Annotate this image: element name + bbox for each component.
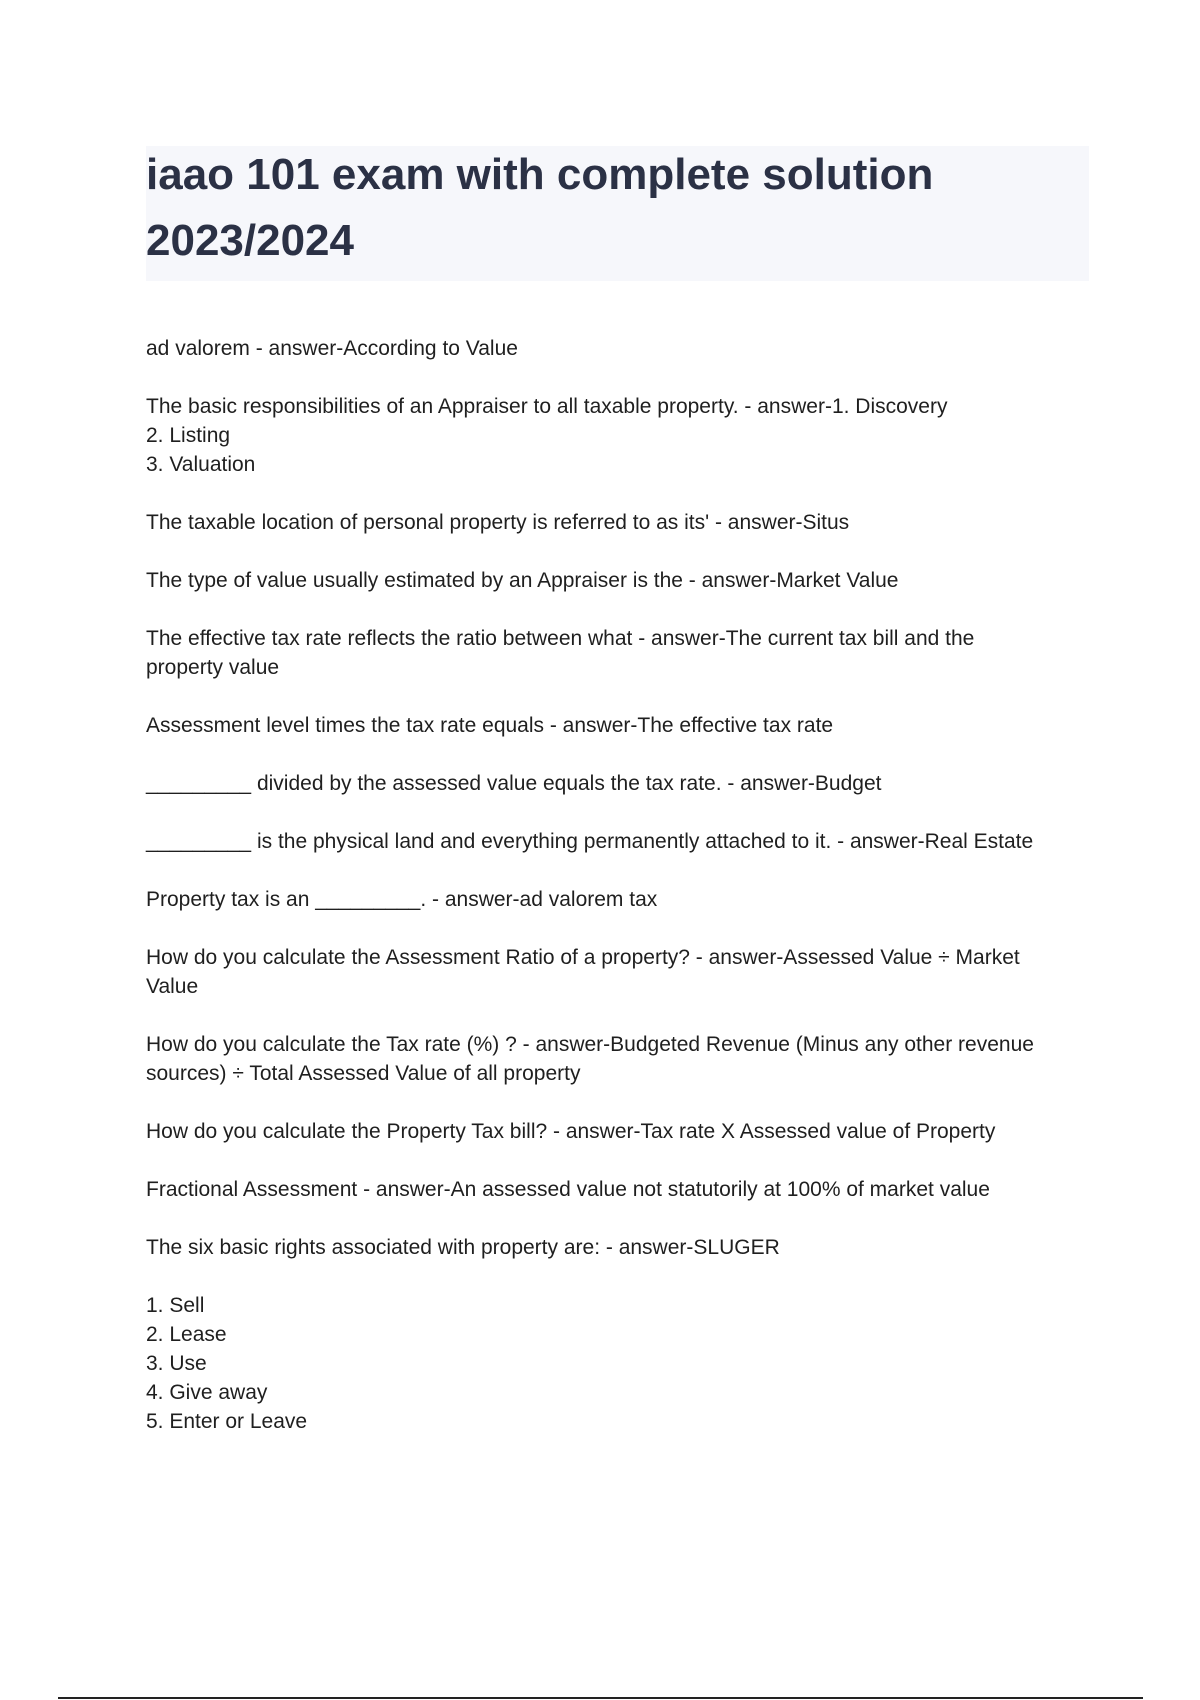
qa-item-ad-valorem: ad valorem - answer-According to Value <box>146 337 518 360</box>
qa-item-property-tax-bill: How do you calculate the Property Tax bill? - answer-Tax rate X Assessed value of Property <box>146 1120 996 1143</box>
qa-item-tax-rate: How do you calculate the Tax rate (%) ? - answer-Budgeted Revenue (Minus any other revenue sources) ÷ Total Assessed Value of all property <box>146 1033 1034 1085</box>
qa-item-budget: _________ divided by the assessed value equals the tax rate. - answer-Budget <box>146 772 882 795</box>
footer-divider <box>58 1697 1143 1699</box>
qa-item-basic-rights: The six basic rights associated with property are: - answer-SLUGER <box>146 1236 780 1259</box>
qa-item-situs: The taxable location of personal property is referred to as its' - answer-Situs <box>146 511 850 534</box>
qa-item-market-value: The type of value usually estimated by an Appraiser is the - answer-Market Value <box>146 569 899 592</box>
qa-item-appraiser-responsibilities: The basic responsibilities of an Appraiser to all taxable property. - answer-1. Discovery 2. Listing 3. Valuation <box>146 395 948 476</box>
rights-list: 1. Sell 2. Lease 3. Use 4. Give away 5. Enter or Leave <box>146 1294 308 1433</box>
document-title: iaao 101 exam with complete solution 2023/2024 <box>146 150 934 265</box>
qa-item-effective-tax-rate-ratio: The effective tax rate reflects the ratio between what - answer-The current tax bill and the property value <box>146 627 975 679</box>
qa-content <box>146 334 1091 1436</box>
qa-item-assessment-ratio: How do you calculate the Assessment Ratio of a property? - answer-Assessed Value ÷ Market Value <box>146 946 1020 998</box>
qa-item-assessment-level: Assessment level times the tax rate equals - answer-The effective tax rate <box>146 714 834 737</box>
qa-item-property-tax: Property tax is an _________. - answer-ad valorem tax <box>146 888 658 911</box>
qa-item-fractional-assessment: Fractional Assessment - answer-An assessed value not statutorily at 100% of market value <box>146 1178 990 1201</box>
qa-item-real-estate: _________ is the physical land and everything permanently attached to it. - answer-Real Estate <box>146 830 1034 853</box>
